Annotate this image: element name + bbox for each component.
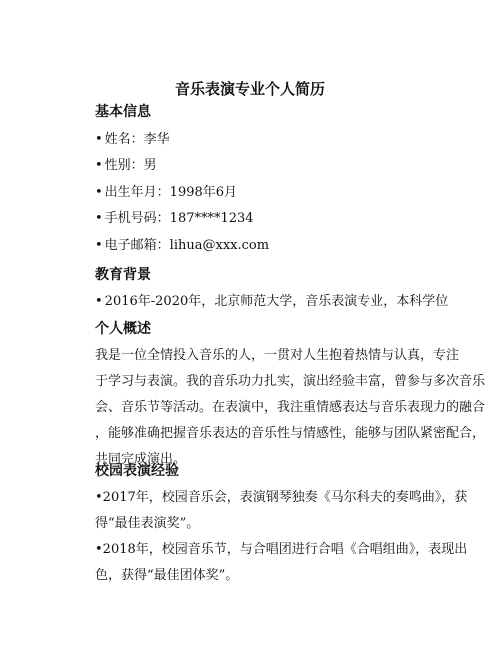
bullet-icon: • (95, 490, 103, 505)
bullet-icon: • (95, 132, 103, 147)
list-item-text: 性别：男 (104, 158, 157, 173)
paragraph-line: 于学习与表演。我的音乐功力扎实，演出经验丰富，曾参与多次音乐 (95, 374, 486, 389)
section-heading-education: 教育背景 (95, 267, 151, 283)
list-item-email (95, 237, 269, 255)
list-item-text: 2018年，校园音乐节，与合唱团进行合唱《合唱组曲》，表现出 (102, 542, 468, 557)
bullet-icon: • (95, 185, 103, 200)
list-item-gender (95, 157, 157, 175)
list-item-phone (95, 210, 254, 228)
campus-item-2017 (95, 485, 468, 537)
section-heading-basic-info: 基本信息 (95, 104, 151, 120)
bullet-icon: • (95, 294, 103, 309)
section-heading-summary: 个人概述 (95, 321, 151, 337)
paragraph-line: ，能够准确把握音乐表达的音乐性与情感性，能够与团队紧密配合， (95, 426, 486, 441)
summary-paragraph (95, 343, 486, 473)
bullet-icon: • (95, 211, 103, 226)
page-title: 音乐表演专业个人简历 (174, 80, 325, 98)
paragraph-line (95, 485, 468, 511)
section-heading-campus-performance: 校园表演经验 (95, 463, 179, 479)
paragraph-line: 会、音乐节等活动。在表演中，我注重情感表达与音乐表现力的融合 (95, 400, 486, 415)
list-item-education (95, 293, 448, 311)
paragraph-line (95, 537, 468, 563)
paragraph-line: 共同完成演出。 (95, 452, 187, 467)
list-item-text: 出生年月：1998年6月 (104, 185, 238, 200)
list-item-text: 2016年-2020年，北京师范大学，音乐表演专业，本科学位 (104, 294, 449, 309)
campus-item-2018 (95, 537, 468, 589)
list-item-birth (95, 184, 237, 202)
paragraph-line: 我是一位全情投入音乐的人，一贯对人生抱着热情与认真，专注 (95, 348, 460, 363)
list-item-name (95, 131, 170, 149)
paragraph-line: 得“最佳表演奖”。 (95, 516, 200, 531)
list-item-text: 电子邮箱：lihua@xxx.com (104, 238, 270, 253)
bullet-icon: • (95, 158, 103, 173)
paragraph-line: 色，获得“最佳团体奖”。 (95, 568, 239, 583)
list-item-text: 2017年，校园音乐会，表演钢琴独奏《马尔科夫的奏鸣曲》，获 (102, 490, 468, 505)
bullet-icon: • (95, 238, 103, 253)
list-item-text: 手机号码：187****1234 (104, 211, 254, 226)
list-item-text: 姓名：李华 (104, 132, 170, 147)
bullet-icon: • (95, 542, 103, 557)
